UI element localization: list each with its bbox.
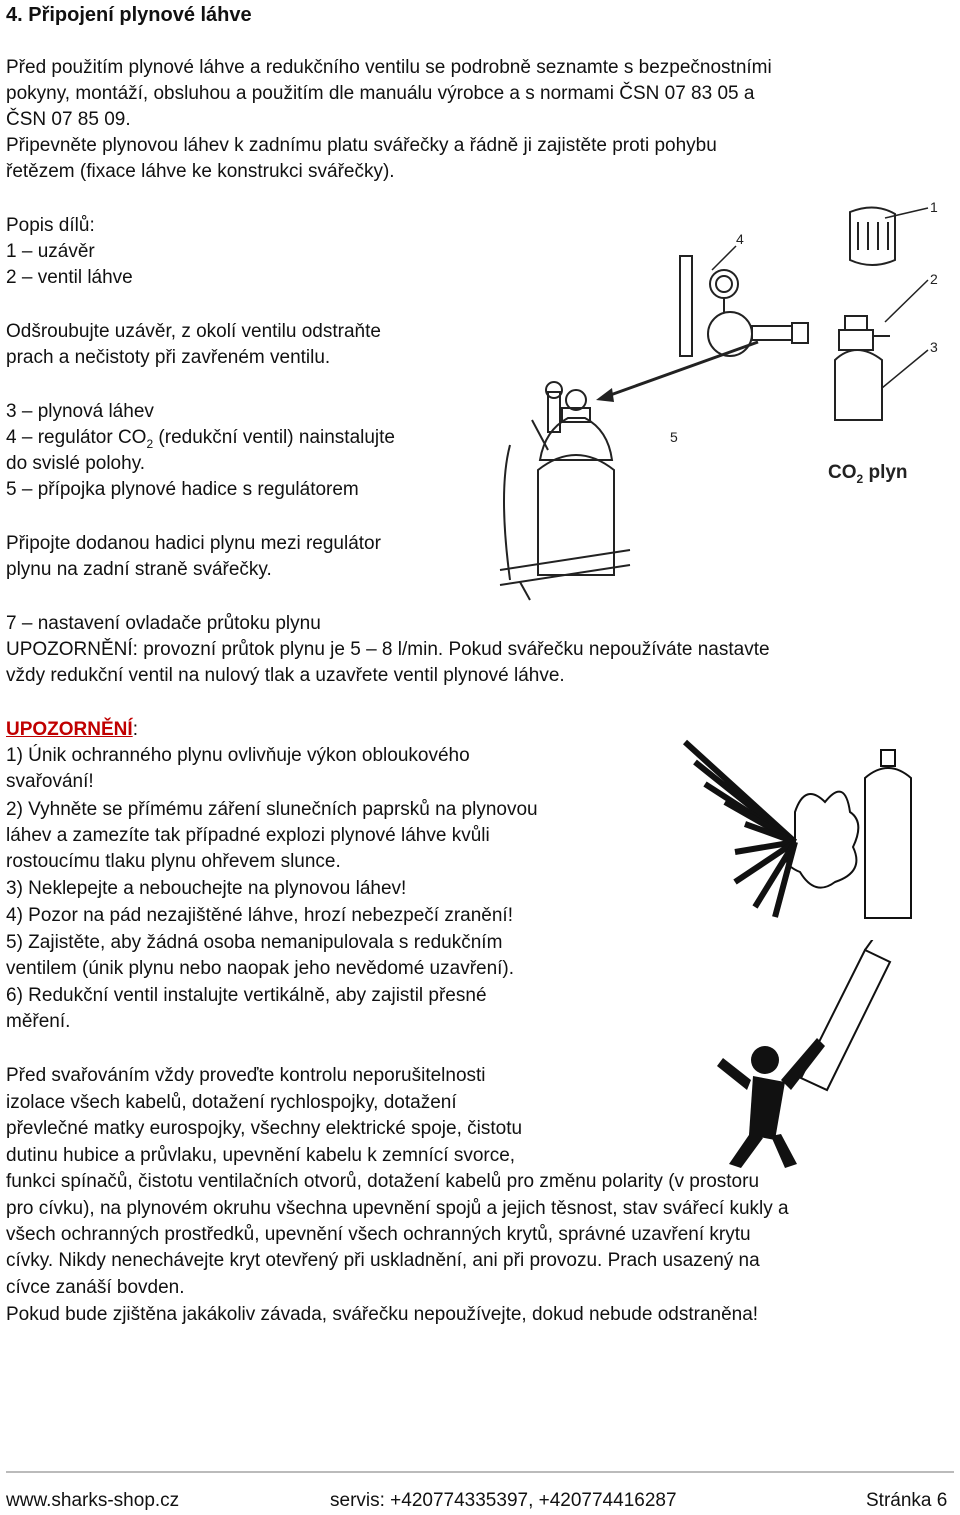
cylinder-2-illustration: [865, 750, 911, 918]
warning-line-3: 2) Vyhněte se přímému záření slunečních paprsků na plynovou: [6, 799, 538, 820]
label-4: 4: [736, 231, 744, 247]
inspection-line-4: dutinu hubice a průvlaku, upevnění kabelu k zemnící svorce,: [6, 1145, 516, 1166]
warning-line-10: 6) Redukční ventil instalujte vertikálně, aby zajistil přesné: [6, 985, 487, 1006]
gas-cylinder-figure: [490, 190, 955, 610]
warning-line-8: 5) Zajistěte, aby žádná osoba nemanipulovala s redukčním: [6, 932, 503, 953]
intro-line-5: řetězem (fixace láhve ke konstrukci svářečky).: [6, 161, 395, 182]
warning-line-6: 3) Neklepejte a nebouchejte na plynovou láhev!: [6, 878, 407, 899]
section-heading: 4. Připojení plynové láhve: [6, 4, 252, 26]
inspection-line-3: převlečné matky eurospojky, všechny elektrické spoje, čistotu: [6, 1118, 523, 1139]
footer-website[interactable]: www.sharks-shop.cz: [6, 1490, 180, 1511]
warnings-title-colon: :: [132, 719, 138, 740]
gas-label-sub: 2: [856, 472, 864, 486]
footer-page-number: Stránka 6: [866, 1490, 948, 1511]
valve-illustration: [839, 316, 890, 350]
explosion-cloud: [786, 792, 858, 888]
cylinder-top-illustration: [835, 350, 882, 420]
inspection-line-1: Před svařováním vždy proveďte kontrolu neporušitelnosti: [6, 1065, 486, 1086]
warning-line-1: 1) Únik ochranného plynu ovlivňuje výkon obloukového: [6, 745, 470, 766]
inspection-line-7: všech ochranných prostředků, upevnění všech ochranných krytů, správné uzavření krytu: [6, 1224, 751, 1245]
intro-line-2: pokyny, montáží, obsluhou a použitím dle manuálu výrobce a s normami ČSN 07 83 05 a: [6, 83, 755, 104]
intro-line-1: Před použitím plynové láhve a redukčního ventilu se podrobně seznamte s bezpečnostními: [6, 57, 772, 78]
connect-line-2: plynu na zadní straně svářečky.: [6, 559, 272, 580]
cylinder-illustration: [500, 382, 630, 600]
inspection-line-5: funkci spínačů, čistotu ventilačních otvorů, dotažení kabelů pro změnu polarity (v prostoru: [6, 1171, 760, 1192]
inspection-line-9: cívce zanáší bovden.: [6, 1277, 185, 1298]
warning-line-2: svařování!: [6, 771, 94, 792]
inspection-line-6: pro cívku), na plynovém okruhu všechna upevnění spojů a jejich těsnost, stav svářecí kukly a: [6, 1198, 789, 1219]
gas-label: [828, 462, 908, 486]
part-5: 5 – přípojka plynové hadice s regulátorem: [6, 479, 359, 500]
part-7: 7 – nastavení ovladače průtoku plynu: [6, 613, 321, 634]
warning-line-4: láhev a zamezíte tak případné explozi plynové láhve kvůli: [6, 825, 490, 846]
person-illustration: [717, 1038, 825, 1168]
rays-illustration: [685, 742, 795, 917]
inspection-line-2: izolace všech kabelů, dotažení rychlospojky, dotažení: [6, 1092, 457, 1113]
warning-line-11: měření.: [6, 1011, 71, 1032]
part-4-pre: 4 – regulátor CO: [6, 427, 147, 448]
warning-line-9: ventilem (únik plynu nebo naopak jeho nevědomé uzavření).: [6, 958, 515, 979]
regulator-illustration: [680, 256, 808, 356]
gas-label-post: plyn: [863, 462, 908, 483]
inspection-line-10: Pokud bude zjištěna jakákoliv závada, svářečku nepoužívejte, dokud nebude odstraněna!: [6, 1304, 759, 1325]
sun-rays-figure: [675, 722, 940, 922]
warnings-title-text: UPOZORNĚNÍ: [6, 719, 133, 740]
unscrew-line-1: Odšroubujte uzávěr, z okolí ventilu odstraňte: [6, 321, 381, 342]
warn-line-1: UPOZORNĚNÍ: provozní průtok plynu je 5 – 8 l/min. Pokud svářečku nepoužíváte nastavte: [6, 639, 770, 660]
unscrew-line-2: prach a nečistoty při zavřeném ventilu.: [6, 347, 331, 368]
part-2: 2 – ventil láhve: [6, 267, 133, 288]
gas-label-pre: CO: [828, 462, 857, 483]
connect-line-1: Připojte dodanou hadici plynu mezi regulátor: [6, 533, 381, 554]
label-leader-2: [885, 280, 928, 322]
inspection-line-8: cívky. Nikdy nenechávejte kryt otevřený při uskladnění, ani při provozu. Prach usazený na: [6, 1250, 760, 1271]
warn-line-2: vždy redukční ventil na nulový tlak a uzavřete ventil plynové láhve.: [6, 665, 565, 686]
label-leader-3: [882, 350, 928, 388]
part-3: 3 – plynová láhev: [6, 401, 154, 422]
falling-cylinder-figure: [715, 940, 905, 1170]
footer-divider: [6, 1471, 954, 1473]
label-1: 1: [930, 199, 938, 215]
label-5: 5: [670, 429, 678, 445]
part-4-post: (redukční ventil) nainstalujte: [153, 427, 395, 448]
label-leader-4: [712, 246, 736, 270]
footer-service: servis: +420774335397, +420774416287: [330, 1490, 677, 1511]
intro-line-4: Připevněte plynovou láhev k zadnímu platu svářečky a řádně ji zajistěte proti pohybu: [6, 135, 717, 156]
warning-line-7: 4) Pozor na pád nezajištěné láhve, hrozí nebezpečí zranění!: [6, 905, 513, 926]
intro-line-3: ČSN 07 85 09.: [6, 109, 131, 130]
arrow-head: [596, 388, 614, 402]
part-1: 1 – uzávěr: [6, 241, 95, 262]
label-3: 3: [930, 339, 938, 355]
falling-cylinder: [801, 940, 890, 1090]
parts-title: Popis dílů:: [6, 215, 95, 236]
part-4-line-2: do svislé polohy.: [6, 453, 146, 474]
label-2: 2: [930, 271, 938, 287]
part-4-sub: 2: [146, 436, 154, 451]
cap-illustration: [850, 207, 895, 265]
warnings-title: [6, 717, 138, 743]
warning-line-5: rostoucímu tlaku plynu ohřevem slunce.: [6, 851, 341, 872]
